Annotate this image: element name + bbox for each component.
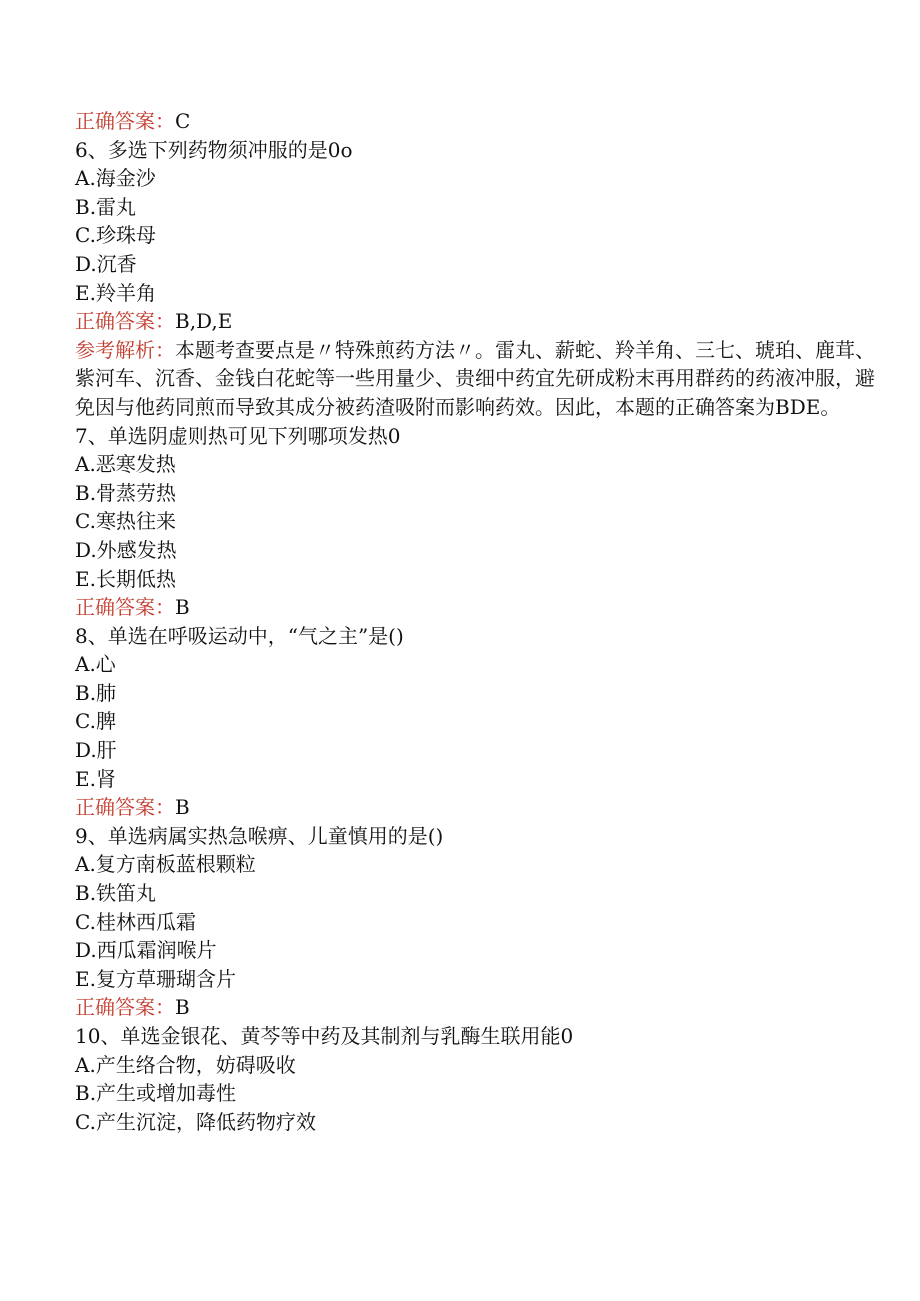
option: B.产生或增加毒性 [75,1081,237,1106]
option: C.产生沉淀，降低药物疗效 [75,1109,316,1134]
option: D.沉香 [75,251,137,276]
answer-line [75,993,875,1022]
option: C.珍珠母 [75,223,156,248]
question-stem: 6、多选下列药物须冲服的是0o [75,137,353,162]
option: E.肾 [75,766,116,791]
option: B.铁笛丸 [75,881,157,906]
answer-value: C [175,109,191,133]
answer-label: 正确答案： [75,595,175,620]
answer-value: B [175,995,190,1020]
option: A.心 [75,652,116,677]
answer-value: B [175,795,190,820]
option: A.恶寒发热 [75,452,176,477]
option: C.桂林西瓜霜 [75,909,196,934]
option: B.骨蒸劳热 [75,480,177,505]
answer-label: 正确答案： [75,309,175,334]
question-stem: 8、单选在呼吸运动中，“气之主”是() [75,623,404,648]
option: D.外感发热 [75,537,177,562]
option: A.产生络合物，妨碍吸收 [75,1052,296,1077]
answer-label: 正确答案： [75,109,175,133]
option: E.长期低热 [75,566,176,591]
analysis-text: 本题考查要点是〃特殊煎药方法〃。雷丸、薪蛇、羚羊角、三七、琥珀、鹿茸、紫河车、沉香、金钱白花蛇等一些用量少、贵细中药宜先研成粉末再用群药的药液冲服，避免因与他药同煎而导致其成分被药渣吸附而影响药效。因此，本题的正确答案为BDE。 [75,337,875,419]
analysis-label: 参考解析： [75,337,175,362]
option: E.羚羊角 [75,280,156,305]
answer-line [75,593,875,622]
prev-answer [75,107,875,136]
option: D.肝 [75,738,117,763]
question-stem: 7、单选阴虚则热可见下列哪项发热0 [75,423,401,448]
option: D.西瓜霜润喉片 [75,938,217,963]
option: C.脾 [75,709,116,734]
answer-value: B,D,E [175,309,233,334]
analysis [75,336,875,422]
option: E.复方草珊瑚含片 [75,966,236,991]
option: A.复方南板蓝根颗粒 [75,852,256,877]
answer-value: B [175,595,190,620]
option: C.寒热往来 [75,509,176,534]
answer-line [75,307,875,336]
question-stem: 10、单选金银花、黄芩等中药及其制剂与乳酶生联用能0 [75,1024,574,1048]
option: B.肺 [75,680,117,705]
option: B.雷丸 [75,194,137,219]
question-stem: 9、单选病属实热急喉痹、儿童慎用的是() [75,823,444,848]
answer-line [75,793,875,822]
option: A.海金沙 [75,166,156,191]
answer-label: 正确答案： [75,995,175,1020]
document-page [75,107,875,1136]
answer-label: 正确答案： [75,795,175,820]
